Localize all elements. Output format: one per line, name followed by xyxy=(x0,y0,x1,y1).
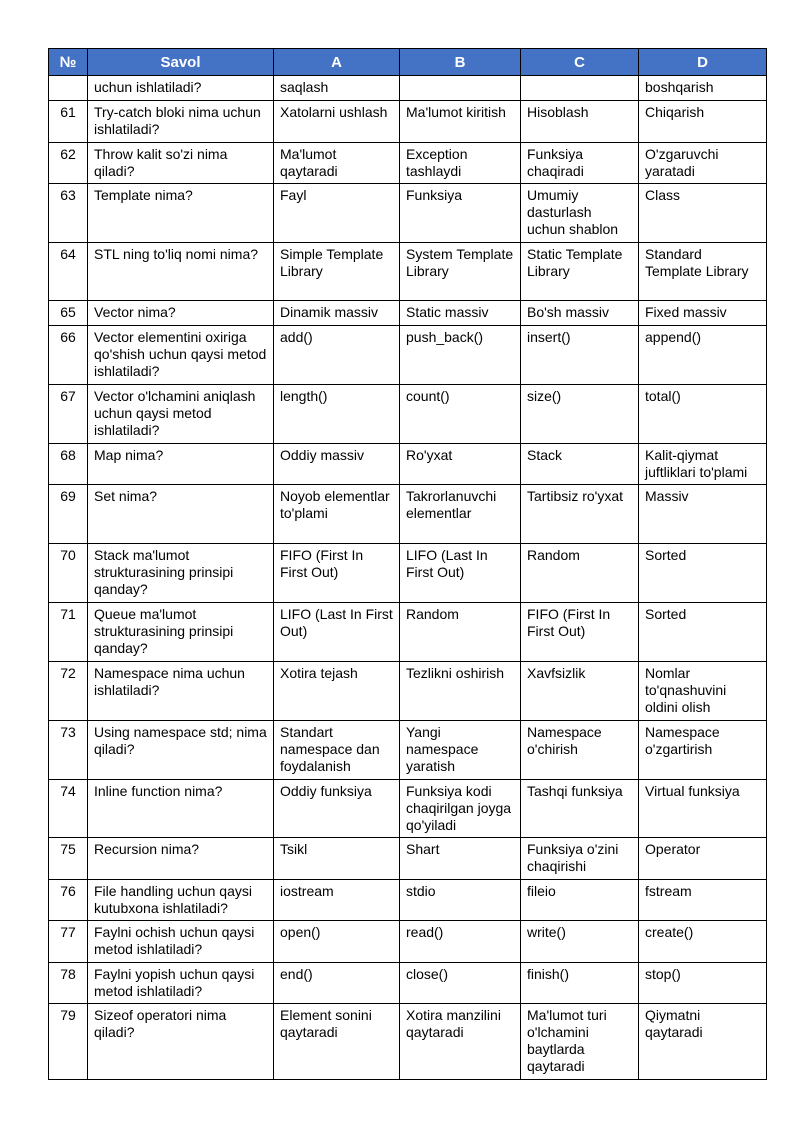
option-d: stop() xyxy=(639,963,767,1004)
option-a: Noyob elementlar to'plami xyxy=(274,485,400,544)
question-number xyxy=(49,76,88,101)
table-row xyxy=(49,485,767,544)
question-text: Set nima? xyxy=(88,485,274,544)
question-number: 61 xyxy=(49,101,88,143)
option-d: append() xyxy=(639,326,767,385)
option-d: Namespace o'zgartirish xyxy=(639,721,767,780)
table-row xyxy=(49,326,767,385)
question-text: Vector o'lchamini aniqlash uchun qaysi metod ishlatiladi? xyxy=(88,385,274,444)
option-a: Standart namespace dan foydalanish xyxy=(274,721,400,780)
option-a: Xotira tejash xyxy=(274,662,400,721)
question-text: Try-catch bloki nima uchun ishlatiladi? xyxy=(88,101,274,143)
table-row xyxy=(49,963,767,1004)
option-b: close() xyxy=(400,963,521,1004)
table-row xyxy=(49,838,767,880)
question-number: 63 xyxy=(49,184,88,243)
option-b: Exception tashlaydi xyxy=(400,143,521,184)
option-a: FIFO (First In First Out) xyxy=(274,544,400,603)
question-text: Namespace nima uchun ishlatiladi? xyxy=(88,662,274,721)
question-number: 72 xyxy=(49,662,88,721)
quiz-table xyxy=(48,48,767,1080)
question-number: 79 xyxy=(49,1004,88,1080)
option-d: create() xyxy=(639,921,767,963)
option-b: read() xyxy=(400,921,521,963)
option-b: LIFO (Last In First Out) xyxy=(400,544,521,603)
option-c: Random xyxy=(521,544,639,603)
option-b: Ma'lumot kiritish xyxy=(400,101,521,143)
table-row xyxy=(49,243,767,301)
table-row xyxy=(49,301,767,326)
option-b: Random xyxy=(400,603,521,662)
option-d: Chiqarish xyxy=(639,101,767,143)
question-number: 77 xyxy=(49,921,88,963)
header-question: Savol xyxy=(88,49,274,76)
option-a: Ma'lumot qaytaradi xyxy=(274,143,400,184)
question-text: STL ning to'liq nomi nima? xyxy=(88,243,274,301)
option-c: Xavfsizlik xyxy=(521,662,639,721)
option-a: LIFO (Last In First Out) xyxy=(274,603,400,662)
option-d: Operator xyxy=(639,838,767,880)
option-d: Kalit-qiymat juftliklari to'plami xyxy=(639,444,767,485)
option-d: Sorted xyxy=(639,603,767,662)
option-b: Ro'yxat xyxy=(400,444,521,485)
question-text: Stack ma'lumot strukturasining prinsipi qanday? xyxy=(88,544,274,603)
option-a: add() xyxy=(274,326,400,385)
question-text: Using namespace std; nima qiladi? xyxy=(88,721,274,780)
option-a: Tsikl xyxy=(274,838,400,880)
option-b: push_back() xyxy=(400,326,521,385)
question-number: 64 xyxy=(49,243,88,301)
option-b: Static massiv xyxy=(400,301,521,326)
question-number: 75 xyxy=(49,838,88,880)
option-a: saqlash xyxy=(274,76,400,101)
option-d: Nomlar to'qnashuvini oldini olish xyxy=(639,662,767,721)
question-text: Queue ma'lumot strukturasining prinsipi qanday? xyxy=(88,603,274,662)
question-number: 62 xyxy=(49,143,88,184)
option-d: total() xyxy=(639,385,767,444)
question-text: Vector elementini oxiriga qo'shish uchun qaysi metod ishlatiladi? xyxy=(88,326,274,385)
question-number: 71 xyxy=(49,603,88,662)
table-row xyxy=(49,1004,767,1080)
option-c: Funksiya o'zini chaqirishi xyxy=(521,838,639,880)
option-b: Tezlikni oshirish xyxy=(400,662,521,721)
option-c: Namespace o'chirish xyxy=(521,721,639,780)
table-row xyxy=(49,76,767,101)
option-b: Funksiya xyxy=(400,184,521,243)
header-number: № xyxy=(49,49,88,76)
option-d: fstream xyxy=(639,880,767,921)
option-c: Ma'lumot turi o'lchamini baytlarda qaytaradi xyxy=(521,1004,639,1080)
option-c: Umumiy dasturlash uchun shablon xyxy=(521,184,639,243)
question-number: 74 xyxy=(49,780,88,838)
question-number: 65 xyxy=(49,301,88,326)
option-d: Class xyxy=(639,184,767,243)
option-c: Static Template Library xyxy=(521,243,639,301)
table-row xyxy=(49,385,767,444)
option-a: Oddiy massiv xyxy=(274,444,400,485)
header-option-d: D xyxy=(639,49,767,76)
option-d: Standard Template Library xyxy=(639,243,767,301)
table-row xyxy=(49,184,767,243)
option-b: System Template Library xyxy=(400,243,521,301)
option-a: length() xyxy=(274,385,400,444)
question-text: Map nima? xyxy=(88,444,274,485)
table-row xyxy=(49,143,767,184)
question-number: 78 xyxy=(49,963,88,1004)
question-text: Recursion nima? xyxy=(88,838,274,880)
question-text: uchun ishlatiladi? xyxy=(88,76,274,101)
option-d: Massiv xyxy=(639,485,767,544)
option-d: O'zgaruvchi yaratadi xyxy=(639,143,767,184)
question-number: 68 xyxy=(49,444,88,485)
option-c: Tashqi funksiya xyxy=(521,780,639,838)
option-a: Xatolarni ushlash xyxy=(274,101,400,143)
question-number: 70 xyxy=(49,544,88,603)
question-number: 66 xyxy=(49,326,88,385)
option-a: Element sonini qaytaradi xyxy=(274,1004,400,1080)
option-a: Dinamik massiv xyxy=(274,301,400,326)
header-option-c: C xyxy=(521,49,639,76)
option-c: size() xyxy=(521,385,639,444)
question-text: Throw kalit so'zi nima qiladi? xyxy=(88,143,274,184)
option-c: Funksiya chaqiradi xyxy=(521,143,639,184)
header-option-b: B xyxy=(400,49,521,76)
question-text: Faylni ochish uchun qaysi metod ishlatiladi? xyxy=(88,921,274,963)
table-row xyxy=(49,721,767,780)
option-a: iostream xyxy=(274,880,400,921)
table-row xyxy=(49,444,767,485)
option-b: Takrorlanuvchi elementlar xyxy=(400,485,521,544)
header-row xyxy=(49,49,767,76)
table-row xyxy=(49,544,767,603)
question-text: Faylni yopish uchun qaysi metod ishlatiladi? xyxy=(88,963,274,1004)
question-number: 73 xyxy=(49,721,88,780)
option-b xyxy=(400,76,521,101)
option-d: Qiymatni qaytaradi xyxy=(639,1004,767,1080)
option-b: Yangi namespace yaratish xyxy=(400,721,521,780)
option-c: Tartibsiz ro'yxat xyxy=(521,485,639,544)
option-b: count() xyxy=(400,385,521,444)
table-row xyxy=(49,921,767,963)
option-d: Virtual funksiya xyxy=(639,780,767,838)
option-c: Hisoblash xyxy=(521,101,639,143)
option-b: Xotira manzilini qaytaradi xyxy=(400,1004,521,1080)
option-c: FIFO (First In First Out) xyxy=(521,603,639,662)
option-d: Sorted xyxy=(639,544,767,603)
table-row xyxy=(49,603,767,662)
table-row xyxy=(49,880,767,921)
option-a: end() xyxy=(274,963,400,1004)
option-c: insert() xyxy=(521,326,639,385)
table-body xyxy=(49,76,767,1080)
option-c xyxy=(521,76,639,101)
table-row xyxy=(49,780,767,838)
option-c: Bo'sh massiv xyxy=(521,301,639,326)
option-c: finish() xyxy=(521,963,639,1004)
table-row xyxy=(49,101,767,143)
question-text: Inline function nima? xyxy=(88,780,274,838)
option-c: write() xyxy=(521,921,639,963)
header-option-a: A xyxy=(274,49,400,76)
option-b: Shart xyxy=(400,838,521,880)
table-row xyxy=(49,662,767,721)
option-c: fileio xyxy=(521,880,639,921)
option-d: boshqarish xyxy=(639,76,767,101)
option-a: Fayl xyxy=(274,184,400,243)
question-number: 69 xyxy=(49,485,88,544)
question-number: 67 xyxy=(49,385,88,444)
option-d: Fixed massiv xyxy=(639,301,767,326)
option-b: Funksiya kodi chaqirilgan joyga qo'yiladi xyxy=(400,780,521,838)
question-text: File handling uchun qaysi kutubxona ishlatiladi? xyxy=(88,880,274,921)
option-a: Oddiy funksiya xyxy=(274,780,400,838)
question-number: 76 xyxy=(49,880,88,921)
option-a: Simple Template Library xyxy=(274,243,400,301)
option-c: Stack xyxy=(521,444,639,485)
question-text: Sizeof operatori nima qiladi? xyxy=(88,1004,274,1080)
question-text: Vector nima? xyxy=(88,301,274,326)
option-a: open() xyxy=(274,921,400,963)
option-b: stdio xyxy=(400,880,521,921)
question-text: Template nima? xyxy=(88,184,274,243)
